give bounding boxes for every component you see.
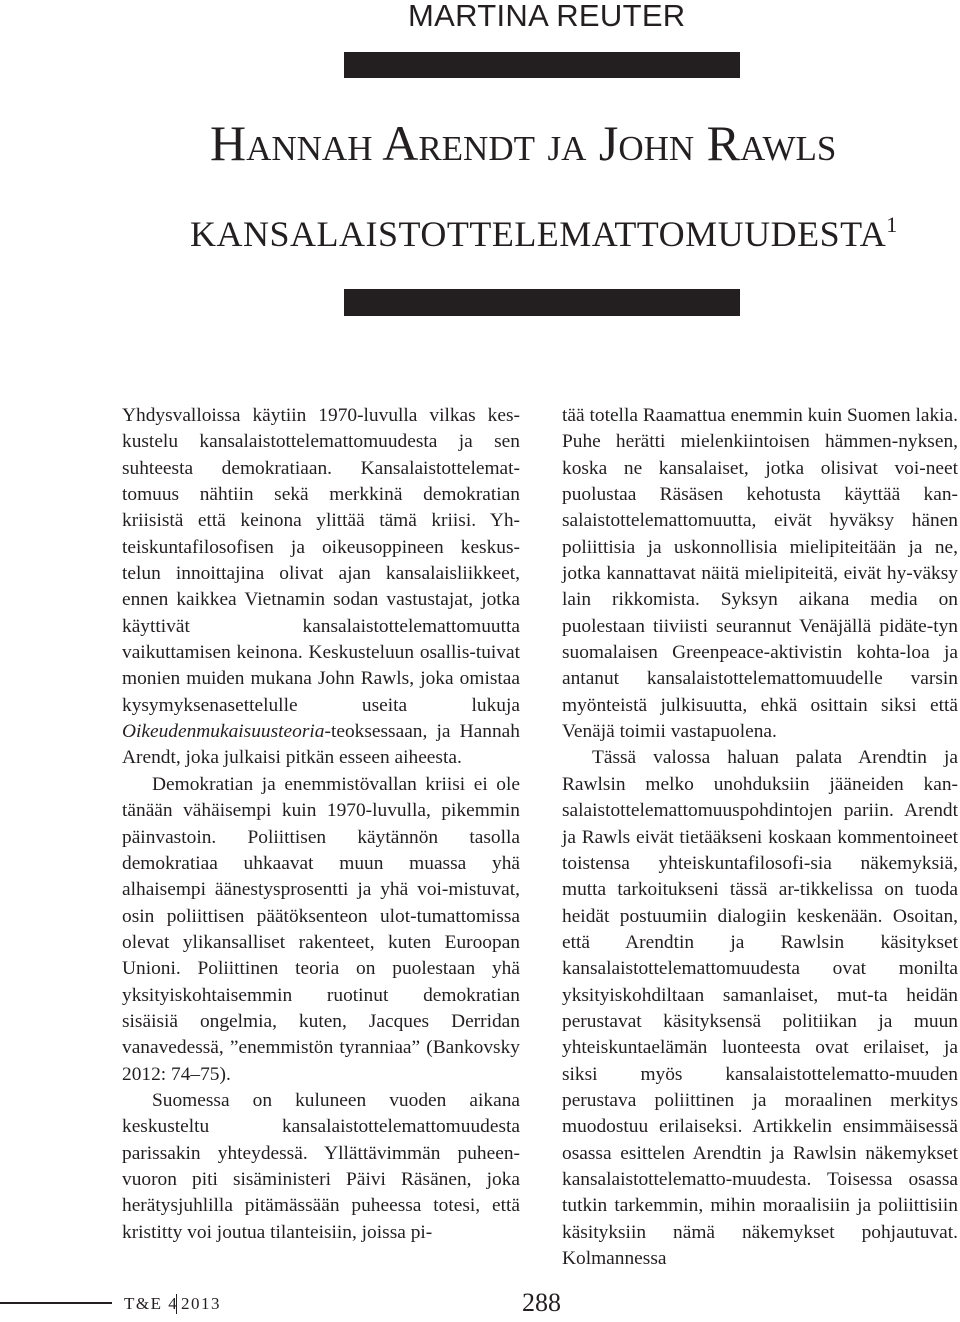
book-title: Oikeudenmukaisuusteoria — [122, 721, 325, 743]
text-line: telun innoittajina olivat ajan kansalaisliikkeet, — [122, 563, 520, 585]
page-number: 288 — [522, 1288, 561, 1317]
page-footer — [0, 1290, 960, 1322]
journal-issue: T&E 4 — [124, 1294, 179, 1313]
text-line: Suomessa on kuluneen vuoden aikana — [152, 1089, 520, 1111]
text-line: neet puolustaa Räsäsen kehotusta käyttää kan- — [562, 457, 958, 506]
text-line: herätysjuhlilla pitämässään puheessa totesi, — [122, 1195, 481, 1217]
text-line: ta heidän perustavat käsityksensä politiikan — [562, 984, 958, 1032]
text-line: ja Hannah Arendt, joka julkaisi pitkän esseen — [122, 721, 520, 769]
text-line: Yhdysvalloissa käytiin 1970-luvulla vilkas kes- — [122, 405, 520, 426]
footnote-marker[interactable]: 1 — [886, 212, 898, 237]
text-line: sia näkemyksiä, mutta tarkoitukseni tässä ar- — [562, 852, 958, 901]
text-line: tikkelissa on tuoda heidät postuumiin dialogiin — [562, 879, 958, 927]
text-line: salaistottelemattomuutta, eivät hyväksy hänen — [562, 510, 958, 532]
text-line: tumattomissa olevat ylikansalliset rakenteet, — [122, 905, 520, 953]
text-line: kommentoineet toistensa yhteiskuntafilosofi- — [562, 826, 958, 874]
text-line: ensimmäisessä osassa esittelen Arendtin ja — [562, 1116, 958, 1164]
left-p1-italic-line: lukuja Oikeudenmukaisuusteoria-teoksessaan, — [122, 694, 520, 743]
text-line: väksy lain rikkomista. Syksyn aikana media on — [562, 563, 958, 611]
text-line: parissakin yhteydessä. Yllättävimmän puheen- — [122, 1142, 520, 1164]
text-line: poliittisia ja uskonnollisia mielipiteitään ja ne, — [562, 536, 958, 558]
text-line: Rawlsin melko unohduksiin jääneiden kan- — [562, 773, 958, 795]
journal-year: 2013 — [176, 1294, 221, 1314]
text-line: muuden perustava poliittinen ja moraalinen — [562, 1063, 958, 1111]
text-line: tasolla demokratiaa uhkaavat muun muassa — [122, 826, 520, 874]
text-line: joka omistaa kysymyksenasettelulle useita — [122, 668, 520, 716]
text-line: varsin myönteistä julkisuutta, ehkä osittain — [562, 668, 958, 716]
text-line: jotka käyttivät kansalaistottelemattomuutta — [122, 589, 520, 637]
text-line: ei ole tänään vähäisempi kuin 1970-luvulla, — [122, 773, 520, 822]
text-line: Tässä valossa haluan palata Arendtin ja — [592, 747, 958, 769]
right-column — [562, 403, 958, 1272]
text-line: yhä alhaisempi äänestysprosentti ja yhä voi- — [122, 852, 520, 901]
header-rule-top — [344, 52, 740, 78]
article-subtitle-text: KANSALAISTOTTELEMATTOMUUDESTA — [190, 214, 887, 254]
header-rule-bottom — [344, 289, 740, 316]
text-line: nämä näkemykset pohjautuvat. Kolmannessa — [562, 1221, 958, 1269]
text-line: mihin moraalisiin ja poliittisiin käsityksiin — [562, 1195, 958, 1243]
article-subtitle — [190, 200, 910, 259]
text-line: pikemmin päinvastoin. Poliittisen käytännön — [122, 800, 520, 848]
text-line: käsitykset kansalaistottelemattomuudesta ovat — [562, 931, 958, 980]
text-line: Rawlsin näkemykset kansalaistottelematto- — [562, 1142, 958, 1190]
left-paragraph-1 — [122, 403, 520, 772]
text-line: keskusteltu kansalaistottelemattomuudesta — [122, 1116, 520, 1138]
text-line: vaikuttamisen keinona. Keskusteluun osallis- — [122, 642, 476, 664]
text-line: demokratian sisäisiä ongelmia, kuten, Jacques — [122, 984, 520, 1032]
text-line: keskenään. Osoitan, että Arendtin ja Rawlsin — [562, 905, 958, 953]
text-line: tuivat monien muiden mukana John Rawls, — [122, 642, 520, 690]
left-paragraph-3 — [122, 1088, 520, 1246]
author-name: MARTINA REUTER — [408, 0, 686, 33]
text-line: että kristitty voi joutua tilanteisiin, joissa pi- — [122, 1195, 520, 1243]
article-title: Hannah Arendt ja John Rawls — [210, 115, 837, 171]
left-paragraph-2 — [122, 772, 520, 1088]
text-line: loa ja antanut kansalaistottelemattomuudelle — [562, 642, 958, 690]
text-line: nyksen, koska ne kansalaiset, jotka olisivat voi- — [562, 431, 958, 479]
text-line: puolestaan yhä yksityiskohtaisemmin ruotinut — [122, 958, 520, 1006]
text-line: Demokratian ja enemmistövallan kriisi — [152, 773, 466, 795]
text-line: monilta yksityiskohdiltaan samanlaiset, mut- — [562, 958, 958, 1006]
text-line: Derridan vanavedessä, ”enemmistön tyranniaa” — [122, 1010, 520, 1059]
text-line: teiskuntafilosofisen ja oikeusoppineen keskus- — [122, 536, 520, 558]
text-line: siksi että Venäjä toimii vastapuolena. — [562, 694, 958, 743]
text-line: Arendt ja Rawls eivät tietääkseni koskaan — [562, 800, 959, 848]
text-line: tää totella Raamattua enemmin kuin Suomen — [562, 405, 911, 426]
text-line: mistuvat, osin poliittisen päätöksenteon ulot- — [122, 879, 520, 927]
text-line: (Bankovsky 2012: 74–75). — [122, 1037, 520, 1085]
text-line: salaistottelemattomuuspohdintojen pariin. — [562, 800, 894, 822]
text-line: kustelu kansalaistottelemattomuudesta ja sen — [122, 431, 520, 453]
text-line: aiheesta. — [394, 747, 462, 769]
text-line: muudesta. Toisessa osassa tutkin tarkemmin, — [562, 1168, 958, 1217]
text-line: ennen kaikkea Vietnamin sodan vastustajat, — [122, 589, 474, 611]
text-line: jotka kannattavat näitä mielipiteitä, eivät hy- — [562, 563, 913, 585]
text-line: tyn suomalaisen Greenpeace-aktivistin kohta- — [562, 615, 958, 664]
left-column — [122, 403, 520, 1246]
text-line: puolestaan tiiviisti seurannut Venäjällä pidäte- — [562, 615, 934, 637]
text-line: kriisistä että keinona ylittää tämä kriisi. Yh- — [122, 510, 520, 532]
text-line: kuten Euroopan Unioni. Poliittinen teoria on — [122, 931, 520, 980]
text-line: ja muun yhteiskuntaelämän luonteesta ovat — [562, 1010, 958, 1059]
text-line: vuoron piti sisäministeri Päivi Räsänen, joka — [122, 1168, 520, 1190]
text-line: erilaiset, ja siksi myös kansalaistottelematto- — [562, 1037, 958, 1085]
footer-rule — [0, 1302, 112, 1304]
right-paragraph-2 — [562, 745, 958, 1272]
text-line: tomuus nähtiin sekä merkkinä demokratian — [122, 484, 520, 506]
right-paragraph-1 — [562, 403, 958, 745]
text-line: merkitys muodostuu erilaiseksi. Artikkelin — [562, 1089, 958, 1138]
text-line: lakia. Puhe herätti mielenkiintoisen hämmen- — [562, 405, 958, 453]
text-line: suhteesta demokratiaan. Kansalaistottelemat- — [122, 457, 520, 479]
